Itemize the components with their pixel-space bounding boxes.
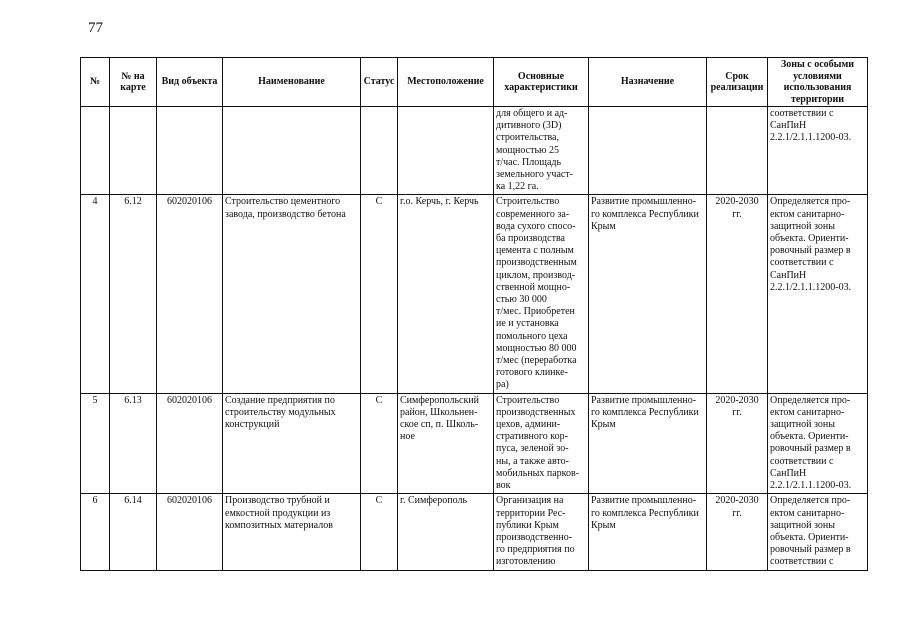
cell-object-type <box>157 107 223 195</box>
page-number: 77 <box>88 20 103 36</box>
cell-num: 5 <box>81 393 110 494</box>
cell-name: Строительство цементного завода, производство бетона <box>223 195 361 393</box>
cell-status: С <box>361 393 398 494</box>
header-status: Статус <box>361 58 398 107</box>
cell-zones: соответствии с СанПиН 2.2.1/2.1.1.1200-03. <box>768 107 868 195</box>
cell-term: 2020-2030 гг. <box>707 195 768 393</box>
cell-object-type: 602020106 <box>157 393 223 494</box>
cell-location: Симферопольский район, Школьнен- ское сп, п. Школь- ное <box>398 393 494 494</box>
cell-name <box>223 107 361 195</box>
table-row <box>81 494 868 570</box>
table-row <box>81 393 868 494</box>
cell-location: г.о. Керчь, г. Керчь <box>398 195 494 393</box>
cell-object-type: 602020106 <box>157 195 223 393</box>
cell-map-num: 6.12 <box>110 195 157 393</box>
cell-zones: Определяется про- ектом санитарно- защитной зоны объекта. Ориенти- ровочный размер в соответствии с СанПиН 2.2.1/2.1.1.1200-03. <box>768 195 868 393</box>
cell-map-num: 6.14 <box>110 494 157 570</box>
cell-zones: Определяется про- ектом санитарно- защитной зоны объекта. Ориенти- ровочный размер в соответствии с <box>768 494 868 570</box>
planning-objects-table <box>80 57 868 571</box>
cell-zones: Определяется про- ектом санитарно- защитной зоны объекта. Ориенти- ровочный размер в соответствии с СанПиН 2.2.1/2.1.1.1200-03. <box>768 393 868 494</box>
cell-purpose <box>589 107 707 195</box>
cell-name: Создание предприятия по строительству модульных конструкций <box>223 393 361 494</box>
cell-term: 2020-2030 гг. <box>707 393 768 494</box>
cell-location: г. Симферополь <box>398 494 494 570</box>
cell-map-num <box>110 107 157 195</box>
cell-name: Производство трубной и емкостной продукции из композитных материалов <box>223 494 361 570</box>
cell-characteristics: для общего и ад- дитивного (3D) строительства, мощностью 25 т/час. Площадь земельного участ- ка 1,22 га. <box>494 107 589 195</box>
cell-status <box>361 107 398 195</box>
cell-status: С <box>361 195 398 393</box>
cell-purpose: Развитие промышленно- го комплекса Республики Крым <box>589 393 707 494</box>
cell-term <box>707 107 768 195</box>
header-zones: Зоны с особыми условиями использования территории <box>768 58 868 107</box>
header-purpose: Назначение <box>589 58 707 107</box>
header-map-num: № на карте <box>110 58 157 107</box>
cell-map-num: 6.13 <box>110 393 157 494</box>
header-object-type: Вид объекта <box>157 58 223 107</box>
header-term: Срок реализации <box>707 58 768 107</box>
cell-num: 4 <box>81 195 110 393</box>
cell-characteristics: Строительство производственных цехов, админи- стративного кор- пуса, зеленой зо- ны, а также авто- мобильных парков- вок <box>494 393 589 494</box>
header-characteristics: Основные характеристики <box>494 58 589 107</box>
cell-num: 6 <box>81 494 110 570</box>
header-num: № <box>81 58 110 107</box>
cell-purpose: Развитие промышленно- го комплекса Республики Крым <box>589 195 707 393</box>
header-name: Наименование <box>223 58 361 107</box>
cell-term: 2020-2030 гг. <box>707 494 768 570</box>
cell-characteristics: Организация на территории Рес- публики Крым производственно- го предприятия по изготовлению <box>494 494 589 570</box>
table-header-row <box>81 58 868 107</box>
table-row <box>81 195 868 393</box>
cell-num <box>81 107 110 195</box>
cell-purpose: Развитие промышленно- го комплекса Республики Крым <box>589 494 707 570</box>
header-location: Местоположение <box>398 58 494 107</box>
cell-status: С <box>361 494 398 570</box>
table-row <box>81 107 868 195</box>
cell-object-type: 602020106 <box>157 494 223 570</box>
cell-characteristics: Строительство современного за- вода сухого спосо- ба производства цемента с полным производственным циклом, производ- ственной мощно- стью 30 000 т/мес. Приобретен ие и установка помольного цеха мощностью 80 000 т/мес (переработка готового клинке- ра) <box>494 195 589 393</box>
cell-location <box>398 107 494 195</box>
